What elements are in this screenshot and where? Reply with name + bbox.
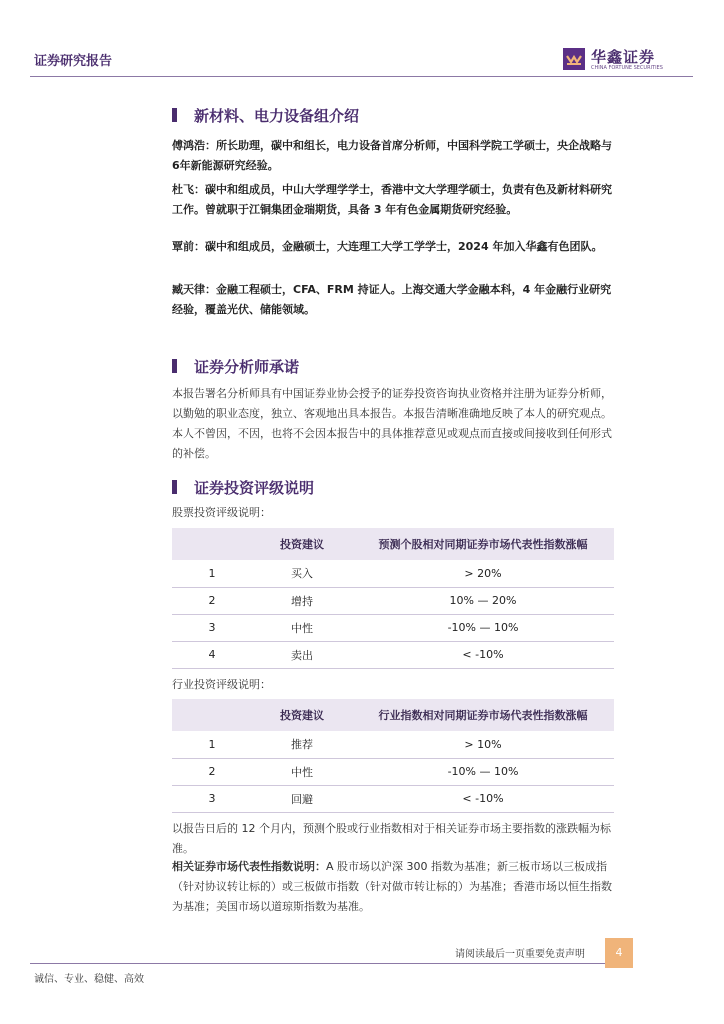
table-row [172,614,614,641]
benchmark-text: A 股市场以沪深 300 指数为基准；新三板市场以三板成指（针对协议转让标的）或三板做市指数（针对做市转让标的）为基准；香港市场以恒生指数为基准；美国市场以道琼斯指数为基准。 [172,860,612,913]
table-header-cell: 投资建议 [252,699,352,731]
table-header-cell [172,528,252,560]
rating-period-note: 以报告日后的 12 个月内，预测个股或行业指数相对于相关证券市场主要指数的涨跌幅为标准。 [172,822,611,855]
benchmark-note [172,857,617,917]
table-cell: 中性 [252,758,352,785]
table-cell: 1 [172,560,252,587]
section-marker [172,359,177,373]
table-header-cell: 行业指数相对同期证券市场代表性指数涨幅 [352,699,614,731]
section-marker [172,108,177,122]
table-cell: 4 [172,641,252,668]
table-cell: > 10% [352,731,614,758]
table-row [172,587,614,614]
logo-icon [563,48,585,70]
table-header-cell: 投资建议 [252,528,352,560]
table-cell: 1 [172,731,252,758]
pledge-text: 本报告署名分析师具有中国证券业协会授予的证券投资咨询执业资格并注册为证券分析师，以勤勉的职业态度，独立、客观地出具本报告。本报告清晰准确地反映了本人的研究观点。本人不曾因，不因，也将不会因本报告中的具体推荐意见或观点而直接或间接收到任何形式的补偿。 [172,387,612,460]
page-number: 4 [605,938,633,968]
disclaimer-link-text: 请阅读最后一页重要免责声明 [455,949,585,960]
table-cell: -10% — 10% [352,614,614,641]
footer-slogan: 诚信、专业、稳健、高效 [34,974,144,985]
table-cell: 卖出 [252,641,352,668]
table-cell: 回避 [252,785,352,812]
table-cell: > 20% [352,560,614,587]
table-cell: < -10% [352,641,614,668]
footer-divider [30,963,605,964]
table-header-cell: 预测个股相对同期证券市场代表性指数涨幅 [352,528,614,560]
table-cell: < -10% [352,785,614,812]
report-type-title: 证券研究报告 [34,54,113,69]
table-row [172,785,614,812]
bio-paragraph: 臧天律：金融工程硕士，CFA、FRM 持证人。上海交通大学金融本科，4 年金融行业研究经验，覆盖光伏、储能领域。 [172,283,612,316]
table-header-row [172,528,614,560]
bio-paragraph: 傅鸿浩：所长助理，碳中和组长，电力设备首席分析师，中国科学院工学硕士，央企战略与6年新能源研究经验。 [172,139,612,172]
industry-rating-label: 行业投资评级说明： [172,678,271,691]
table-cell: 买入 [252,560,352,587]
stock-rating-table [172,528,614,669]
benchmark-label: 相关证券市场代表性指数说明： [172,860,326,873]
header-divider [30,76,693,77]
table-cell: 3 [172,614,252,641]
table-cell: -10% — 10% [352,758,614,785]
table-cell: 3 [172,785,252,812]
table-row [172,731,614,758]
table-cell: 2 [172,758,252,785]
table-row [172,641,614,668]
table-cell: 10% — 20% [352,587,614,614]
table-cell: 2 [172,587,252,614]
company-logo [563,44,663,74]
table-cell: 增持 [252,587,352,614]
industry-rating-table [172,699,614,813]
table-row [172,560,614,587]
bio-paragraph: 覃前：碳中和组成员，金融硕士，大连理工大学工学学士，2024 年加入华鑫有色团队。 [172,240,603,253]
table-header-row [172,699,614,731]
logo-text: 华鑫证券 [591,48,656,66]
section-marker [172,480,177,494]
stock-rating-label: 股票投资评级说明： [172,506,271,519]
table-cell: 推荐 [252,731,352,758]
logo-subtitle: CHINA FORTUNE SECURITIES [591,65,663,71]
table-header-cell [172,699,252,731]
bio-paragraph: 杜飞：碳中和组成员，中山大学理学学士，香港中文大学理学硕士，负责有色及新材料研究工作。曾就职于江铜集团金瑞期货，具备 3 年有色金属期货研究经验。 [172,183,612,216]
table-cell: 中性 [252,614,352,641]
table-row [172,758,614,785]
